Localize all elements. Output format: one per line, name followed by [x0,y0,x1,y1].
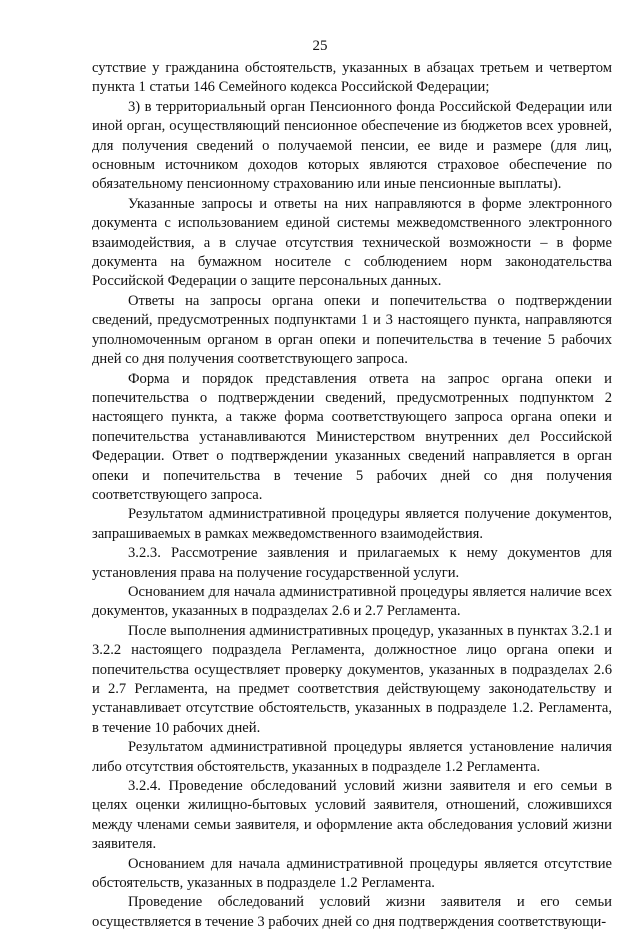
document-body [92,59,612,932]
paragraph-pension-fund-request: 3) в территориальный орган Пенсионного фонда Российской Федерации или иной орган, осуществляющий пенсионное обеспечение из бюджетов всех уровней, для получения сведений о получаемой пенсии, ее виде и размере (для лиц, основным источником доходов которых являются страховое обеспечение по обязательному пенсионному страхованию или иные пенсионные выплаты). [92,98,612,193]
paragraph-result-documents: Результатом административной процедуры является получение документов, запрашиваемых в рамках межведомственного взаимодействия. [92,506,612,542]
paragraph-response-form-mvd: Форма и порядок представления ответа на запрос органа опеки и попечительства о подтверждении сведений, предусмотренных подпунктом 2 настоящего пункта, а также форма соответствующего запроса органа опеки и попечительства устанавливаются Министерством внутренних дел Российской Федерации. Ответ о подтверждении указанных сведений направляется в орган опеки и попечительства в течение 5 рабочих дней со дня получения соответствующего запроса. [92,370,612,503]
paragraph-basis-3-2-3: Основанием для начала административной процедуры является наличие всех документов, указанных в подразделах 2.6 и 2.7 Регламента. [92,583,612,620]
paragraph-result-circumstances: Результатом административной процедуры является установление наличия либо отсутствия обстоятельств, указанных в подразделе 1.2 Регламента. [92,739,612,775]
paragraph-inspection-timing: Проведение обследований условий жизни заявителя и его семьи осуществляется в течение 3 рабочих дней со дня подтверждения соответствующи- [92,894,612,930]
paragraph-responses-subpoints-1-3: Ответы на запросы органа опеки и попечительства о подтверждении сведений, предусмотренных подпунктами 1 и 3 настоящего пункта, направляются уполномоченным органом в орган опеки и попечительства в течение 5 рабочих дней со дня получения соответствующего запроса. [92,292,612,368]
paragraph-continuation: сутствие у гражданина обстоятельств, указанных в абзацах третьем и четвертом пункта 1 статьи 146 Семейного кодекса Российской Федерации; [92,60,612,96]
paragraph-section-3-2-4: 3.2.4. Проведение обследований условий жизни заявителя и его семьи в целях оценки жилищно-бытовых условий заявителя, отношений, сложившихся между членами семьи заявителя, и оформление акта обследования условий жизни заявителя. [92,778,612,853]
paragraph-basis-3-2-4: Основанием для начала административной процедуры является отсутствие обстоятельств, указанных в подразделе 1.2 Регламента. [92,855,612,892]
paragraph-section-3-2-3: 3.2.3. Рассмотрение заявления и прилагаемых к нему документов для установления права на получение государственной услуги. [92,545,612,581]
paragraph-verification: После выполнения административных процедур, указанных в пунктах 3.2.1 и 3.2.2 настоящего подраздела Регламента, должностное лицо органа опеки и попечительства осуществляет проверку документов, указанных в подразделах 2.6 и 2.7 Регламента, на предмет соответствия действующему законодательству и устанавливает отсутствие обстоятельств, указанных в подразделе 1.2. Регламента, в течение 10 рабочих дней. [92,622,612,736]
paragraph-electronic-interaction: Указанные запросы и ответы на них направляются в форме электронного документа с использованием единой системы межведомственного электронного взаимодействия, а в случае отсутствия технической возможности – в форме документа на бумажном носителе с соблюдением норм законодательства Российской Федерации о защите персональных данных. [92,195,612,290]
page-number: 25 [312,38,328,54]
